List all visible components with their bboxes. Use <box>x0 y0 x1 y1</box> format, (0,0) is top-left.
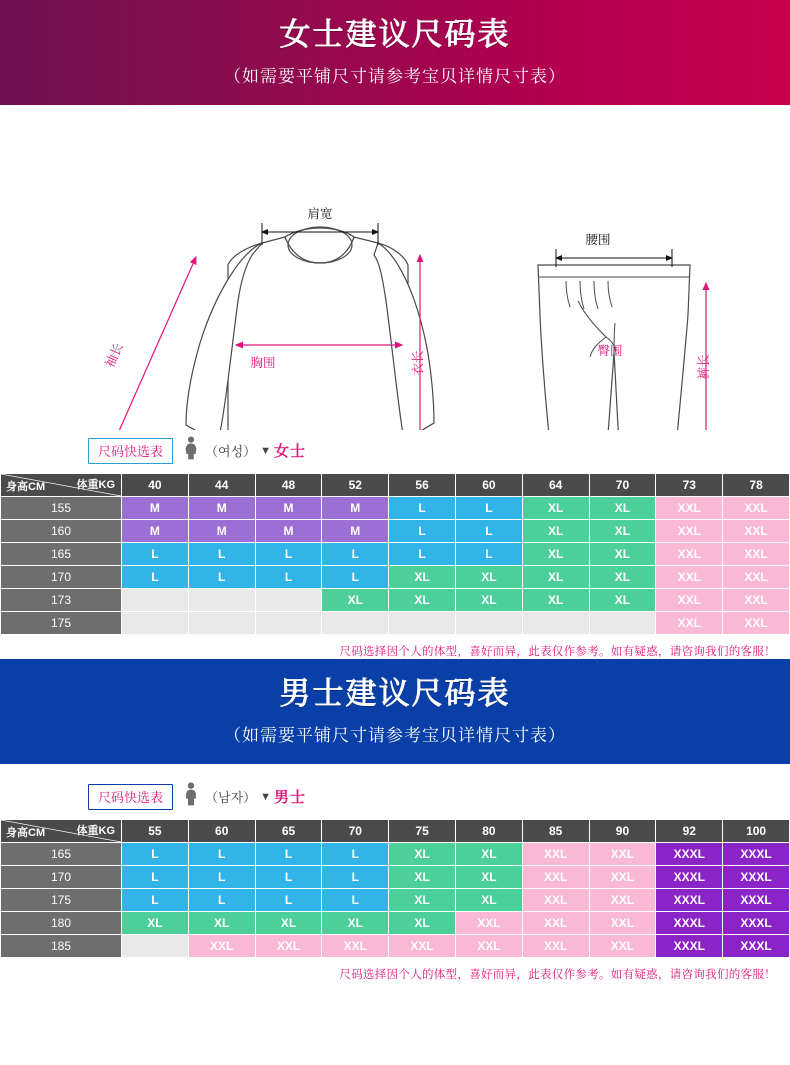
men-cell-175-60: L <box>188 889 255 912</box>
women-cell-170-44: L <box>188 566 255 589</box>
women-cell-170-48: L <box>255 566 322 589</box>
label-pant-length: 裤长 <box>697 354 711 380</box>
women-cell-173-78: XXL <box>723 589 790 612</box>
women-weight-header-64: 64 <box>522 474 589 497</box>
women-height-header-175: 175 <box>1 612 122 635</box>
women-weight-header-44: 44 <box>188 474 255 497</box>
men-cell-165-75: XL <box>389 843 456 866</box>
men-weight-header-92: 92 <box>656 820 723 843</box>
women-quick-select-row <box>0 430 790 473</box>
women-height-header-170: 170 <box>1 566 122 589</box>
men-cell-165-90: XXL <box>589 843 656 866</box>
men-cell-165-60: L <box>188 843 255 866</box>
women-cell-175-52 <box>322 612 389 635</box>
men-table-row <box>1 912 790 935</box>
men-cell-185-70: XXL <box>322 935 389 958</box>
garment-measure-diagram <box>0 105 790 430</box>
women-axis-weight-label: 体重KG <box>76 479 115 491</box>
men-weight-header-80: 80 <box>455 820 522 843</box>
women-cell-165-78: XXL <box>723 543 790 566</box>
men-table-row <box>1 866 790 889</box>
men-weight-header-100: 100 <box>723 820 790 843</box>
men-cell-180-70: XL <box>322 912 389 935</box>
men-cell-180-90: XXL <box>589 912 656 935</box>
men-banner-subtitle: （如需要平铺尺寸请参考宝贝详情尺寸表） <box>224 725 566 745</box>
women-weight-header-56: 56 <box>389 474 456 497</box>
women-quick-select-tag[interactable]: 尺码快选表 <box>88 438 173 464</box>
men-cell-180-75: XL <box>389 912 456 935</box>
label-sleeve: 袖长 <box>102 341 126 370</box>
women-height-header-160: 160 <box>1 520 122 543</box>
chevron-down-icon[interactable]: ▼ <box>260 790 272 803</box>
men-cell-180-92: XXXL <box>656 912 723 935</box>
women-cell-175-73: XXL <box>656 612 723 635</box>
men-cell-185-92: XXXL <box>656 935 723 958</box>
women-size-table-wrap <box>0 473 790 659</box>
men-cell-170-92: XXXL <box>656 866 723 889</box>
men-height-header-180: 180 <box>1 912 122 935</box>
men-cell-170-60: L <box>188 866 255 889</box>
women-axis-height-label: 身高CM <box>6 481 46 493</box>
women-table-body <box>1 497 790 635</box>
men-cell-175-70: L <box>322 889 389 912</box>
female-person-icon <box>183 436 199 465</box>
label-shoulder: 肩宽 <box>307 207 333 221</box>
women-cell-170-78: XXL <box>723 566 790 589</box>
women-table-row <box>1 612 790 635</box>
women-cell-165-56: L <box>389 543 456 566</box>
men-table-body <box>1 843 790 958</box>
men-weight-header-90: 90 <box>589 820 656 843</box>
label-top-length: 衣长 <box>411 350 425 376</box>
men-height-header-165: 165 <box>1 843 122 866</box>
men-cell-180-65: XL <box>255 912 322 935</box>
women-height-header-165: 165 <box>1 543 122 566</box>
men-cell-180-100: XXXL <box>723 912 790 935</box>
women-height-header-155: 155 <box>1 497 122 520</box>
women-cell-170-40: L <box>122 566 189 589</box>
women-cell-165-40: L <box>122 543 189 566</box>
men-table-row <box>1 889 790 912</box>
men-gender-cn: 男士 <box>274 789 307 806</box>
men-cell-185-90: XXL <box>589 935 656 958</box>
men-cell-165-55: L <box>122 843 189 866</box>
women-cell-170-60: XL <box>455 566 522 589</box>
women-weight-header-60: 60 <box>455 474 522 497</box>
women-table-row <box>1 520 790 543</box>
women-cell-155-70: XL <box>589 497 656 520</box>
men-cell-185-60: XXL <box>188 935 255 958</box>
women-cell-160-60: L <box>455 520 522 543</box>
women-cell-170-52: L <box>322 566 389 589</box>
women-table-head <box>1 474 790 497</box>
women-axis-corner <box>1 474 122 497</box>
women-cell-165-48: L <box>255 543 322 566</box>
women-cell-170-73: XXL <box>656 566 723 589</box>
men-cell-170-65: L <box>255 866 322 889</box>
women-height-header-173: 173 <box>1 589 122 612</box>
men-header-row <box>1 820 790 843</box>
men-weight-header-85: 85 <box>522 820 589 843</box>
women-cell-160-44: M <box>188 520 255 543</box>
women-cell-175-64 <box>522 612 589 635</box>
men-cell-180-55: XL <box>122 912 189 935</box>
women-cell-175-44 <box>188 612 255 635</box>
women-gender-kr: （여성） <box>205 444 257 459</box>
men-cell-185-75: XXL <box>389 935 456 958</box>
men-cell-185-55 <box>122 935 189 958</box>
men-cell-185-65: XXL <box>255 935 322 958</box>
women-cell-175-60 <box>455 612 522 635</box>
women-cell-155-48: M <box>255 497 322 520</box>
women-cell-155-44: M <box>188 497 255 520</box>
men-axis-weight-label: 体重KG <box>76 825 115 837</box>
men-cell-165-92: XXXL <box>656 843 723 866</box>
women-table-row <box>1 589 790 612</box>
women-weight-header-48: 48 <box>255 474 322 497</box>
men-gender-kr: （남자） <box>205 790 257 805</box>
women-cell-173-60: XL <box>455 589 522 612</box>
men-banner-title: 男士建议尺码表 <box>279 676 511 712</box>
men-cell-165-100: XXXL <box>723 843 790 866</box>
men-cell-175-100: XXXL <box>723 889 790 912</box>
women-cell-160-73: XXL <box>656 520 723 543</box>
men-weight-header-55: 55 <box>122 820 189 843</box>
men-weight-header-60: 60 <box>188 820 255 843</box>
women-size-table <box>0 473 790 635</box>
men-quick-select-tag[interactable]: 尺码快选表 <box>88 784 173 810</box>
men-cell-185-80: XXL <box>455 935 522 958</box>
women-cell-160-48: M <box>255 520 322 543</box>
men-axis-corner <box>1 820 122 843</box>
women-cell-173-73: XXL <box>656 589 723 612</box>
women-banner <box>0 0 790 105</box>
women-cell-175-78: XXL <box>723 612 790 635</box>
women-weight-header-52: 52 <box>322 474 389 497</box>
women-cell-170-64: XL <box>522 566 589 589</box>
women-weight-header-73: 73 <box>656 474 723 497</box>
men-axis-height-label: 身高CM <box>6 827 46 839</box>
women-weight-header-70: 70 <box>589 474 656 497</box>
men-cell-170-70: L <box>322 866 389 889</box>
men-cell-175-65: L <box>255 889 322 912</box>
label-waist: 腰围 <box>585 233 611 247</box>
men-cell-175-90: XXL <box>589 889 656 912</box>
women-cell-160-52: M <box>322 520 389 543</box>
men-table-head <box>1 820 790 843</box>
men-table-row <box>1 935 790 958</box>
women-header-row <box>1 474 790 497</box>
men-cell-175-92: XXXL <box>656 889 723 912</box>
women-cell-173-70: XL <box>589 589 656 612</box>
women-cell-170-70: XL <box>589 566 656 589</box>
women-cell-160-56: L <box>389 520 456 543</box>
women-cell-173-40 <box>122 589 189 612</box>
men-weight-header-65: 65 <box>255 820 322 843</box>
men-cell-175-80: XL <box>455 889 522 912</box>
women-table-row <box>1 566 790 589</box>
women-cell-165-64: XL <box>522 543 589 566</box>
men-banner <box>0 659 790 764</box>
women-cell-175-70 <box>589 612 656 635</box>
men-table-row <box>1 843 790 866</box>
women-cell-175-48 <box>255 612 322 635</box>
men-cell-170-80: XL <box>455 866 522 889</box>
men-height-header-185: 185 <box>1 935 122 958</box>
men-cell-180-80: XXL <box>455 912 522 935</box>
women-cell-155-56: L <box>389 497 456 520</box>
women-cell-165-44: L <box>188 543 255 566</box>
women-cell-160-70: XL <box>589 520 656 543</box>
label-bust: 胸围 <box>250 356 276 370</box>
women-table-row <box>1 497 790 520</box>
men-cell-170-75: XL <box>389 866 456 889</box>
women-banner-subtitle: （如需要平铺尺寸请参考宝贝详情尺寸表） <box>224 66 566 86</box>
men-cell-165-65: L <box>255 843 322 866</box>
women-banner-title: 女士建议尺码表 <box>279 17 511 53</box>
label-hip: 臀围 <box>597 344 623 358</box>
women-table-note: 尺码选择因个人的体型，喜好而异，此表仅作参考。如有疑惑，请咨询我们的客服！ <box>339 646 776 658</box>
men-size-table-wrap <box>0 819 790 982</box>
women-cell-175-40 <box>122 612 189 635</box>
men-cell-185-100: XXXL <box>723 935 790 958</box>
women-cell-155-64: XL <box>522 497 589 520</box>
men-cell-170-55: L <box>122 866 189 889</box>
women-cell-173-48 <box>255 589 322 612</box>
men-cell-175-85: XXL <box>522 889 589 912</box>
women-cell-155-73: XXL <box>656 497 723 520</box>
men-cell-170-100: XXXL <box>723 866 790 889</box>
women-weight-header-78: 78 <box>723 474 790 497</box>
women-cell-155-40: M <box>122 497 189 520</box>
women-cell-165-52: L <box>322 543 389 566</box>
men-quick-select-row <box>0 764 790 819</box>
men-table-note: 尺码选择因个人的体型，喜好而异，此表仅作参考。如有疑惑，请咨询我们的客服！ <box>339 969 776 981</box>
women-cell-155-52: M <box>322 497 389 520</box>
men-cell-180-60: XL <box>188 912 255 935</box>
men-cell-170-90: XXL <box>589 866 656 889</box>
men-cell-165-85: XXL <box>522 843 589 866</box>
men-size-table <box>0 819 790 958</box>
women-cell-175-56 <box>389 612 456 635</box>
men-cell-165-70: L <box>322 843 389 866</box>
women-cell-155-78: XXL <box>723 497 790 520</box>
women-gender-cn: 女士 <box>274 443 307 460</box>
women-cell-173-56: XL <box>389 589 456 612</box>
women-table-row <box>1 543 790 566</box>
men-cell-165-80: XL <box>455 843 522 866</box>
men-cell-170-85: XXL <box>522 866 589 889</box>
women-cell-173-44 <box>188 589 255 612</box>
men-cell-185-85: XXL <box>522 935 589 958</box>
women-cell-160-64: XL <box>522 520 589 543</box>
women-cell-173-52: XL <box>322 589 389 612</box>
men-cell-180-85: XXL <box>522 912 589 935</box>
women-cell-165-60: L <box>455 543 522 566</box>
women-cell-160-78: XXL <box>723 520 790 543</box>
men-height-header-170: 170 <box>1 866 122 889</box>
women-cell-170-56: XL <box>389 566 456 589</box>
men-cell-175-55: L <box>122 889 189 912</box>
women-cell-155-60: L <box>455 497 522 520</box>
women-weight-header-40: 40 <box>122 474 189 497</box>
women-cell-165-70: XL <box>589 543 656 566</box>
men-weight-header-70: 70 <box>322 820 389 843</box>
male-person-icon <box>183 782 199 811</box>
women-cell-160-40: M <box>122 520 189 543</box>
women-cell-165-73: XXL <box>656 543 723 566</box>
chevron-down-icon[interactable]: ▼ <box>260 444 272 457</box>
men-cell-175-75: XL <box>389 889 456 912</box>
women-cell-173-64: XL <box>522 589 589 612</box>
men-weight-header-75: 75 <box>389 820 456 843</box>
men-height-header-175: 175 <box>1 889 122 912</box>
